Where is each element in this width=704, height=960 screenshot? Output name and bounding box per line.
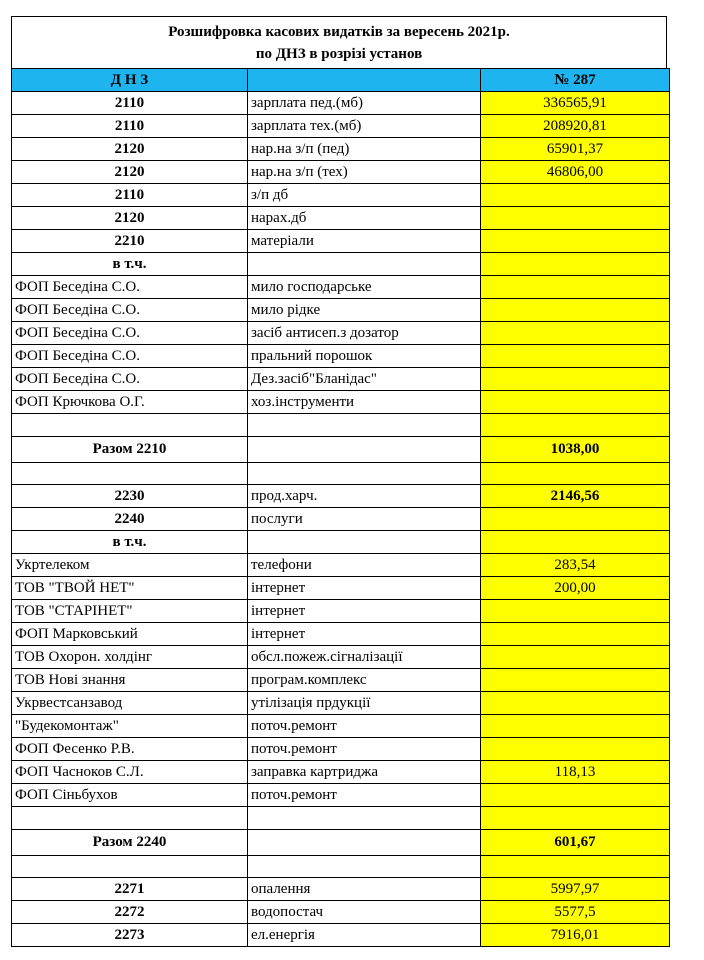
row-code-or-payee: 2110 <box>12 184 248 207</box>
table-row <box>12 436 670 462</box>
row-code-or-payee: ФОП Беседіна С.О. <box>12 368 248 391</box>
row-code-or-payee: 2273 <box>12 924 248 947</box>
table-row <box>12 623 670 646</box>
table-row <box>12 138 670 161</box>
table-row <box>12 345 670 368</box>
row-code-or-payee: ТОВ "СТАРІНЕТ" <box>12 600 248 623</box>
row-description: засіб антисеп.з дозатор <box>248 322 481 345</box>
header-dnz: Д Н З <box>12 69 248 92</box>
table-row <box>12 738 670 761</box>
row-description: поточ.ремонт <box>248 784 481 807</box>
row-description: обсл.пожеж.сігналізації <box>248 646 481 669</box>
table-row <box>12 646 670 669</box>
row-amount <box>481 692 670 715</box>
row-amount <box>481 322 670 345</box>
row-code-or-payee: 2120 <box>12 207 248 230</box>
table-row <box>12 253 670 276</box>
row-amount <box>481 646 670 669</box>
title-line-2: по ДНЗ в розрізі установ <box>255 46 423 62</box>
row-code-or-payee <box>12 807 248 830</box>
table-row <box>12 554 670 577</box>
row-description: зарплата пед.(мб) <box>248 92 481 115</box>
row-amount: 46806,00 <box>481 161 670 184</box>
row-amount <box>481 738 670 761</box>
table-row <box>12 322 670 345</box>
table-row <box>12 784 670 807</box>
row-amount <box>481 207 670 230</box>
row-amount <box>481 715 670 738</box>
row-code-or-payee: Укрвестсанзавод <box>12 692 248 715</box>
row-code-or-payee: в т.ч. <box>12 531 248 554</box>
table-row <box>12 669 670 692</box>
row-description <box>248 414 481 437</box>
table-header-row <box>12 69 670 92</box>
row-description: утілізація прдукції <box>248 692 481 715</box>
row-description: інтернет <box>248 600 481 623</box>
row-description <box>248 855 481 878</box>
table-row <box>12 115 670 138</box>
row-description: нар.на з/п (тех) <box>248 161 481 184</box>
row-code-or-payee: ТОВ "ТВОЙ НЕТ" <box>12 577 248 600</box>
row-description: заправка картриджа <box>248 761 481 784</box>
table-row <box>12 924 670 947</box>
row-amount <box>481 230 670 253</box>
row-amount: 336565,91 <box>481 92 670 115</box>
row-description: мило господарське <box>248 276 481 299</box>
row-code-or-payee: ФОП Беседіна С.О. <box>12 276 248 299</box>
row-amount: 283,54 <box>481 554 670 577</box>
row-code-or-payee: 2230 <box>12 485 248 508</box>
row-code-or-payee: 2210 <box>12 230 248 253</box>
row-description: поточ.ремонт <box>248 738 481 761</box>
row-code-or-payee: Разом 2210 <box>12 436 248 462</box>
row-description: поточ.ремонт <box>248 715 481 738</box>
row-description: нар.на з/п (пед) <box>248 138 481 161</box>
row-code-or-payee <box>12 462 248 485</box>
row-description <box>248 829 481 855</box>
row-amount <box>481 600 670 623</box>
row-code-or-payee: ТОВ Нові знання <box>12 669 248 692</box>
row-description: прод.харч. <box>248 485 481 508</box>
row-description: інтернет <box>248 577 481 600</box>
row-code-or-payee: 2271 <box>12 878 248 901</box>
row-code-or-payee: ФОП Беседіна С.О. <box>12 345 248 368</box>
table-row <box>12 391 670 414</box>
row-code-or-payee: Укртелеком <box>12 554 248 577</box>
row-description <box>248 253 481 276</box>
row-description: телефони <box>248 554 481 577</box>
table-row <box>12 692 670 715</box>
header-empty <box>248 69 481 92</box>
table-row <box>12 600 670 623</box>
row-amount <box>481 669 670 692</box>
row-description <box>248 531 481 554</box>
table-row <box>12 92 670 115</box>
table-row <box>12 531 670 554</box>
row-amount: 1038,00 <box>481 436 670 462</box>
row-amount <box>481 531 670 554</box>
row-amount <box>481 368 670 391</box>
row-code-or-payee: 2110 <box>12 115 248 138</box>
table-row <box>12 577 670 600</box>
row-code-or-payee: ФОП Беседіна С.О. <box>12 322 248 345</box>
table-row <box>12 715 670 738</box>
row-amount <box>481 184 670 207</box>
row-code-or-payee <box>12 855 248 878</box>
table-row <box>12 462 670 485</box>
row-description: з/п дб <box>248 184 481 207</box>
row-amount <box>481 623 670 646</box>
row-description: водопостач <box>248 901 481 924</box>
row-amount <box>481 253 670 276</box>
row-code-or-payee: ФОП Беседіна С.О. <box>12 299 248 322</box>
table-row <box>12 485 670 508</box>
header-number: № 287 <box>481 69 670 92</box>
row-description: зарплата тех.(мб) <box>248 115 481 138</box>
row-amount <box>481 855 670 878</box>
table-row <box>12 878 670 901</box>
row-amount: 200,00 <box>481 577 670 600</box>
table-row <box>12 276 670 299</box>
row-code-or-payee: ФОП Крючкова О.Г. <box>12 391 248 414</box>
row-code-or-payee: ФОП Часноков С.Л. <box>12 761 248 784</box>
row-description <box>248 807 481 830</box>
row-description: ел.енергія <box>248 924 481 947</box>
row-code-or-payee: 2120 <box>12 161 248 184</box>
row-description <box>248 436 481 462</box>
row-amount <box>481 784 670 807</box>
row-amount <box>481 391 670 414</box>
row-amount <box>481 276 670 299</box>
row-amount: 118,13 <box>481 761 670 784</box>
row-code-or-payee <box>12 414 248 437</box>
row-description: матеріали <box>248 230 481 253</box>
row-description: опалення <box>248 878 481 901</box>
row-amount <box>481 508 670 531</box>
row-code-or-payee: 2120 <box>12 138 248 161</box>
row-code-or-payee: ФОП Сіньбухов <box>12 784 248 807</box>
table-row <box>12 161 670 184</box>
row-amount: 7916,01 <box>481 924 670 947</box>
row-code-or-payee: 2272 <box>12 901 248 924</box>
expenses-table <box>11 68 670 947</box>
table-row <box>12 829 670 855</box>
title-line-1: Розшифровка касових видатків за вересень 2021р. <box>168 24 510 40</box>
row-description: послуги <box>248 508 481 531</box>
table-row <box>12 901 670 924</box>
table-row <box>12 807 670 830</box>
table-row <box>12 207 670 230</box>
row-description: нарах.дб <box>248 207 481 230</box>
row-description: інтернет <box>248 623 481 646</box>
row-code-or-payee: ТОВ Охорон. холдінг <box>12 646 248 669</box>
row-code-or-payee: 2110 <box>12 92 248 115</box>
row-amount <box>481 299 670 322</box>
row-amount: 2146,56 <box>481 485 670 508</box>
table-row <box>12 855 670 878</box>
row-amount <box>481 414 670 437</box>
report-title <box>11 16 667 68</box>
row-description: хоз.інструменти <box>248 391 481 414</box>
row-amount <box>481 807 670 830</box>
row-code-or-payee: 2240 <box>12 508 248 531</box>
row-code-or-payee: "Будекомонтаж" <box>12 715 248 738</box>
row-amount: 208920,81 <box>481 115 670 138</box>
row-description: Дез.засіб"Бланідас" <box>248 368 481 391</box>
table-row <box>12 508 670 531</box>
row-amount: 65901,37 <box>481 138 670 161</box>
row-amount: 601,67 <box>481 829 670 855</box>
row-code-or-payee: ФОП Фесенко Р.В. <box>12 738 248 761</box>
row-amount <box>481 345 670 368</box>
table-row <box>12 184 670 207</box>
row-code-or-payee: ФОП Марковський <box>12 623 248 646</box>
row-description: пральний порошок <box>248 345 481 368</box>
row-amount: 5577,5 <box>481 901 670 924</box>
table-row <box>12 230 670 253</box>
table-row <box>12 414 670 437</box>
row-amount <box>481 462 670 485</box>
row-code-or-payee: в т.ч. <box>12 253 248 276</box>
table-row <box>12 761 670 784</box>
table-row <box>12 299 670 322</box>
row-description: програм.комплекс <box>248 669 481 692</box>
row-description: мило рідке <box>248 299 481 322</box>
spreadsheet <box>11 16 669 947</box>
row-description <box>248 462 481 485</box>
table-row <box>12 368 670 391</box>
row-amount: 5997,97 <box>481 878 670 901</box>
row-code-or-payee: Разом 2240 <box>12 829 248 855</box>
